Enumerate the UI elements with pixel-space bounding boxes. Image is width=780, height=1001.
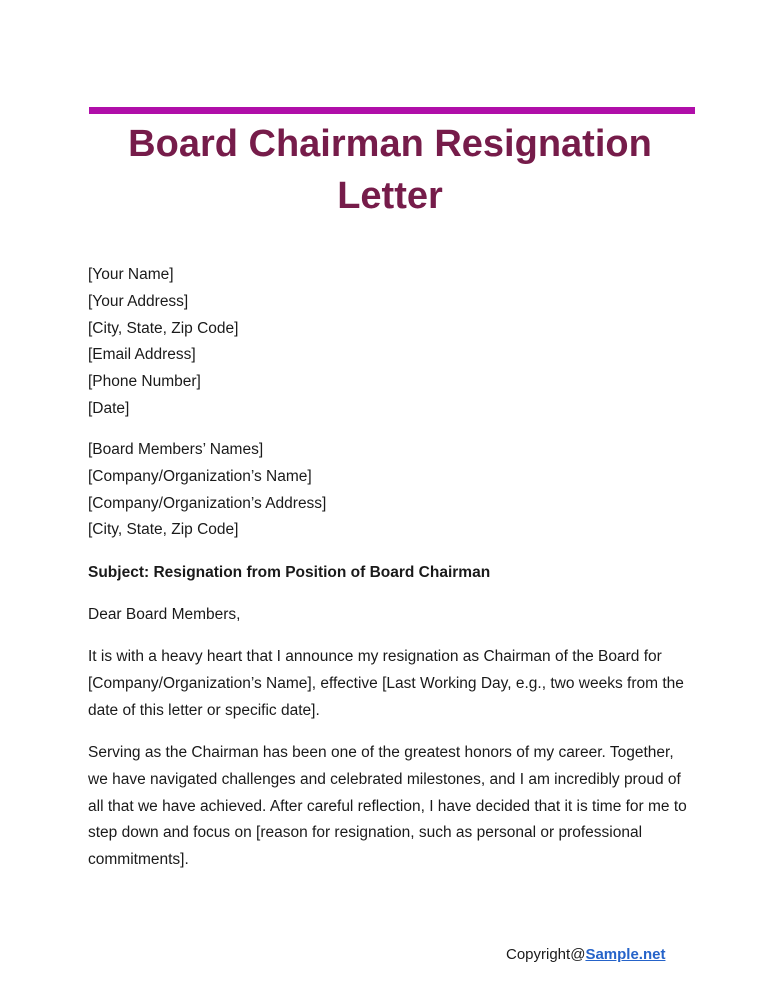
copyright-text: Copyright@	[506, 946, 586, 963]
paragraph-line: [Company/Organization’s Name], effective [Last Working Day, e.g., two weeks from the	[88, 674, 684, 692]
page-title	[89, 118, 691, 222]
sender-address: [Your Address]	[88, 292, 189, 310]
paragraph-line: we have navigated challenges and celebrated milestones, and I am incredibly proud of	[88, 770, 681, 788]
recipient-company-address: [Company/Organization’s Address]	[88, 494, 327, 512]
paragraph-line: commitments].	[88, 851, 189, 869]
sender-city-state-zip: [City, State, Zip Code]	[88, 319, 239, 337]
copyright-footer	[506, 945, 665, 965]
sender-phone: [Phone Number]	[88, 373, 201, 391]
paragraph-line: step down and focus on [reason for resignation, such as personal or professional	[88, 824, 643, 842]
salutation: Dear Board Members,	[88, 606, 241, 623]
recipient-company-name: [Company/Organization’s Name]	[88, 467, 312, 485]
subject-line: Subject: Resignation from Position of Board Chairman	[88, 564, 491, 581]
accent-bar	[89, 107, 695, 114]
paragraph-line: It is with a heavy heart that I announce my resignation as Chairman of the Board for	[88, 648, 662, 665]
title-line-2: Letter	[337, 175, 443, 217]
recipient-address-block	[88, 437, 698, 544]
paragraph-line: date of this letter or specific date].	[88, 701, 320, 719]
paragraph-line: all that we have achieved. After careful reflection, I have decided that it is time for me to	[88, 797, 687, 815]
sample-net-link[interactable]: Sample.net	[585, 946, 666, 963]
sender-address-block	[88, 262, 698, 423]
title-line-1: Board Chairman Resignation	[128, 123, 652, 165]
body-paragraph-2	[88, 740, 698, 874]
letter-date: [Date]	[88, 399, 130, 417]
recipient-city-state-zip: [City, State, Zip Code]	[88, 521, 239, 539]
recipient-names: [Board Members’ Names]	[88, 441, 264, 458]
paragraph-line: Serving as the Chairman has been one of the greatest honors of my career. Together,	[88, 744, 674, 761]
sender-email: [Email Address]	[88, 346, 196, 364]
body-paragraph-1	[88, 644, 698, 724]
sender-name: [Your Name]	[88, 266, 174, 283]
